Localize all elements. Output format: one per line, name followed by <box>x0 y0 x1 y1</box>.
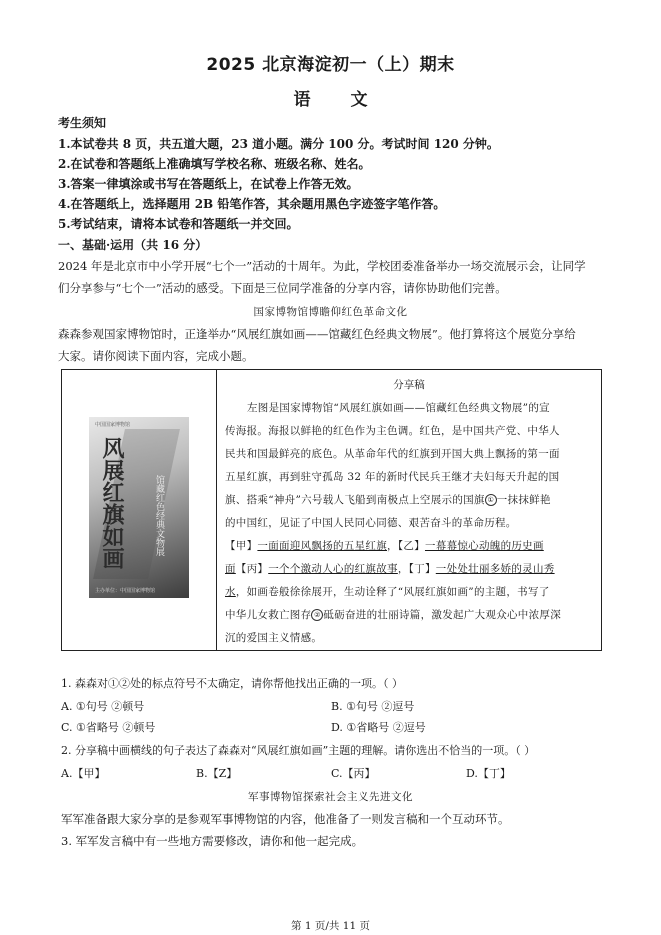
blank-marker-1: ① <box>485 494 497 506</box>
exhibition-poster <box>89 417 189 598</box>
share-line-3: 民共和国最鲜亮的底色。从革命年代的红旗到开国大典上飘扬的第一面 <box>225 448 560 460</box>
q2-option-b: B.【Z】 <box>196 767 238 780</box>
share-title: 分享稿 <box>393 379 425 391</box>
q2-option-c: C.【丙】 <box>331 767 376 780</box>
q1-option-a: A. ①句号 ②顿号 <box>61 700 145 713</box>
table-divider <box>216 370 217 650</box>
blank-marker-2: ② <box>311 609 323 621</box>
intro-line-2: 们分享参与“七个一”活动的感受。下面是三位同学准备的分享内容，请你协助他们完善。 <box>58 281 507 295</box>
share-line-4: 五星红旗，再到驻守孤岛 32 年的新时代民兵王继才夫妇每天升起的国 <box>225 471 560 483</box>
context-line-1: 森森参观国家博物馆时，正逢举办“风展红旗如画——馆藏红色经典文物展”。他打算将这个展览分享给 <box>58 327 576 341</box>
poster-footer-text: 主办单位：中国国家博物馆 <box>95 588 156 594</box>
exam-title: 2025 北京海淀初一（上）期末 <box>206 55 455 75</box>
context-line-2: 大家。请你阅读下面内容，完成小题。 <box>58 349 254 363</box>
q2-option-d: D.【丁】 <box>466 767 511 780</box>
sentence-ding: 一处处壮丽多娇的灵山秀 <box>435 563 555 575</box>
notice-item-1: 1.本试卷共 8 页，共五道大题，23 道小题。满分 100 分。考试时间 120 分钟。 <box>58 137 499 151</box>
notice-heading: 考生须知 <box>58 116 107 130</box>
question-2-stem: 2. 分享稿中画横线的句子表达了森森对“风展红旗如画”主题的理解。请你选出不恰当的一项。（ ） <box>61 744 536 757</box>
question-3-stem: 3. 军军发言稿中有一些地方需要修改，请你和他一起完成。 <box>61 834 364 848</box>
notice-item-5: 5.考试结束，请将本试卷和答题纸一并交回。 <box>58 217 299 231</box>
q1-option-d: D. ①省略号 ②逗号 <box>331 721 426 734</box>
share-line-8: 面【丙】一个个激动人心的红旗故事，【丁】一处处壮丽多娇的灵山秀 <box>225 563 555 575</box>
poster-subtitle: 馆藏红色经典文物展 <box>154 475 164 556</box>
poster-title: 风展红旗如画 <box>99 437 125 569</box>
exam-subject: 语文 <box>293 90 408 110</box>
notice-item-4: 4.在答题纸上，选择题用 2B 铅笔作答，其余题用黑色字迹签字笔作答。 <box>58 197 446 211</box>
share-line-5: 旗、搭乘“神舟”六号载人飞船到南极点上空展示的国旗 ① 一抹抹鲜艳 <box>225 494 551 506</box>
intro-line-1: 2024 年是北京市中小学开展“七个一”活动的十周年。为此，学校团委准备举办一场交流展示会，让同学 <box>58 259 586 273</box>
sentence-bing: 一个个激动人心的红旗故事 <box>268 563 398 575</box>
share-line-11: 沉的爱国主义情感。 <box>225 632 323 644</box>
q1-option-c: C. ①省略号 ②顿号 <box>61 721 156 734</box>
share-line-9: 水，如画卷般徐徐展开，生动诠释了“风展红旗如画”的主题，书写了 <box>225 586 550 598</box>
question-1-stem: 1. 森森对①②处的标点符号不太确定，请你帮他找出正确的一项。（ ） <box>61 677 403 690</box>
share-line-6: 的中国红，见证了中国人民同心同德、艰苦奋斗的革命历程。 <box>225 517 517 529</box>
q1-option-b: B. ①句号 ②逗号 <box>331 700 415 713</box>
share-line-2: 传海报。海报以鲜艳的红色作为主色调。红色，是中国共产党、中华人 <box>225 425 560 437</box>
poster-header-text: 中国国家博物馆 <box>95 422 131 428</box>
share-line-7: 【甲】一面面迎风飘扬的五星红旗，【乙】一幕幕惊心动魄的历史画 <box>225 540 544 552</box>
subhead-national-museum: 国家博物馆博瞻仰红色革命文化 <box>253 306 408 318</box>
notice-item-3: 3.答案一律填涂或书写在答题纸上，在试卷上作答无效。 <box>58 177 359 191</box>
share-table <box>61 369 602 651</box>
q2-option-a: A.【甲】 <box>61 767 106 780</box>
share-line-1: 左图是国家博物馆“风展红旗如画——馆藏红色经典文物展”的宣 <box>247 402 550 414</box>
military-intro: 军军准备跟大家分享的是参观军事博物馆的内容，他准备了一则发言稿和一个互动环节。 <box>61 812 510 826</box>
page-number: 第 1 页/共 11 页 <box>291 920 370 932</box>
notice-item-2: 2.在试卷和答题纸上准确填写学校名称、班级名称、姓名。 <box>58 157 371 171</box>
sentence-jia: 一面面迎风飘扬的五星红旗 <box>257 540 388 552</box>
sentence-yi: 一幕幕惊心动魄的历史画 <box>424 540 544 552</box>
subhead-military-museum: 军事博物馆探索社会主义先进文化 <box>248 791 413 803</box>
share-line-10: 中华儿女救亡图存 ② 砥砺奋进的壮丽诗篇，激发起广大观众心中浓厚深 <box>225 609 562 621</box>
section-heading: 一、基础·运用（共 16 分） <box>58 238 208 252</box>
